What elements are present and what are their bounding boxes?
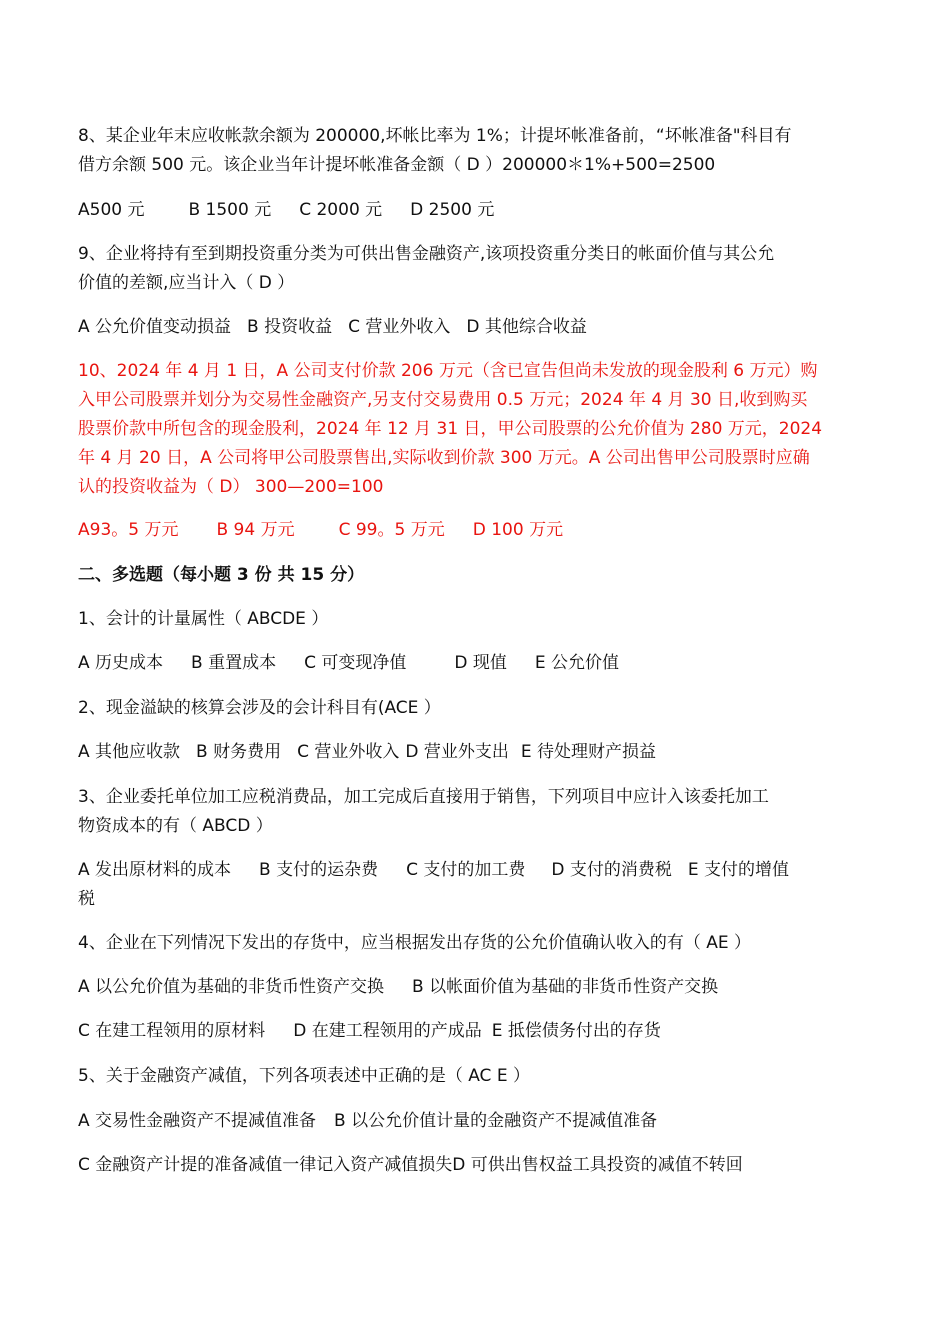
option-b: B 重置成本 bbox=[191, 653, 277, 673]
question-9-line-1: 9、企业将持有至到期投资重分类为可供出售金融资产,该项投资重分类日的帐面价值与其公允 bbox=[78, 244, 775, 264]
multi-question-3-line-1: 3、企业委托单位加工应税消费品，加工完成后直接用于销售，下列项目中应计入该委托加工 bbox=[78, 787, 769, 807]
option-e: E 支付的增值 bbox=[687, 860, 790, 880]
option-a: A 发出原材料的成本 bbox=[78, 860, 232, 880]
option-c: C 2000 元 bbox=[299, 200, 383, 220]
option-e: E 待处理财产损益 bbox=[520, 742, 657, 762]
option-c: C 营业外收入 bbox=[348, 317, 451, 337]
multi-question-3-options bbox=[78, 856, 878, 914]
option-d: D 支付的消费税 bbox=[551, 860, 672, 880]
multi-question-3-line-2: 物资成本的有（ ABCD ） bbox=[78, 816, 273, 836]
option-b: B 支付的运杂费 bbox=[259, 860, 379, 880]
option-a: A93。5 万元 bbox=[78, 520, 179, 540]
multi-question-3 bbox=[78, 783, 878, 841]
option-d: D 其他综合收益 bbox=[466, 317, 587, 337]
option-e-continued: 税 bbox=[78, 889, 95, 909]
multi-question-1: 1、会计的计量属性（ ABCDE ） bbox=[78, 609, 329, 629]
question-9-options bbox=[78, 313, 878, 342]
section-2-title: 二、多选题（每小题 3 份 共 15 分） bbox=[78, 565, 365, 585]
option-b: B 以公允价值计量的金融资产不提减值准备 bbox=[334, 1111, 658, 1131]
question-10-line-1: 10、2024 年 4 月 1 日，A 公司支付价款 206 万元（含已宣告但尚未发放的现金股利 6 万元）购 bbox=[78, 361, 818, 381]
option-a: A500 元 bbox=[78, 200, 145, 220]
multi-question-4-options-line-1 bbox=[78, 973, 878, 1002]
option-a: A 其他应收款 bbox=[78, 742, 181, 762]
question-8-line-2: 借方余额 500 元。该企业当年计提坏帐准备金额（ D ）200000＊1%+500=2500 bbox=[78, 155, 716, 175]
multi-question-5-options-line-1 bbox=[78, 1107, 878, 1136]
question-10-line-3: 股票价款中所包含的现金股利，2024 年 12 月 31 日，甲公司股票的公允价值为 280 万元，2024 bbox=[78, 419, 823, 439]
multi-question-2-options bbox=[78, 738, 878, 767]
option-e: E 公允价值 bbox=[534, 653, 620, 673]
option-c: C 金融资产计提的准备减值一律记入资产减值损失 bbox=[78, 1155, 453, 1175]
multi-question-2: 2、现金溢缺的核算会涉及的会计科目有(ACE ） bbox=[78, 698, 441, 718]
option-c: C 99。5 万元 bbox=[338, 520, 445, 540]
question-9 bbox=[78, 240, 878, 298]
option-d: D 可供出售权益工具投资的减值不转回 bbox=[452, 1155, 743, 1175]
question-8-line-1: 8、某企业年末应收帐款余额为 200000,坏帐比率为 1%；计提坏帐准备前，“坏帐准备"科目有 bbox=[78, 126, 792, 146]
option-a: A 交易性金融资产不提减值准备 bbox=[78, 1111, 317, 1131]
option-a: A 以公允价值为基础的非货币性资产交换 bbox=[78, 977, 385, 997]
option-b: B 财务费用 bbox=[196, 742, 282, 762]
multi-question-1-options bbox=[78, 649, 878, 678]
question-8-options bbox=[78, 196, 878, 225]
option-c: C 在建工程领用的原材料 bbox=[78, 1021, 266, 1041]
option-a: A 公允价值变动损益 bbox=[78, 317, 232, 337]
option-b: B 1500 元 bbox=[188, 200, 272, 220]
option-e: E 抵偿债务付出的存货 bbox=[491, 1021, 661, 1041]
option-d: D 在建工程领用的产成品 bbox=[293, 1021, 482, 1041]
question-8 bbox=[78, 122, 878, 180]
option-d: D 现值 bbox=[454, 653, 507, 673]
option-b: B 以帐面价值为基础的非货币性资产交换 bbox=[412, 977, 719, 997]
question-10-line-5: 认的投资收益为（ D） 300—200=100 bbox=[78, 477, 384, 497]
option-b: B 94 万元 bbox=[216, 520, 295, 540]
option-d: D 2500 元 bbox=[410, 200, 495, 220]
multi-question-4-options-line-2 bbox=[78, 1017, 878, 1046]
question-10-line-4: 年 4 月 20 日，A 公司将甲公司股票售出,实际收到价款 300 万元。A 公司出售甲公司股票时应确 bbox=[78, 448, 810, 468]
question-10-line-2: 入甲公司股票并划分为交易性金融资产,另支付交易费用 0.5 万元；2024 年 4 月 30 日,收到购买 bbox=[78, 390, 808, 410]
option-c: C 营业外收入 bbox=[297, 742, 400, 762]
option-d: D 营业外支出 bbox=[405, 742, 509, 762]
multi-question-4: 4、企业在下列情况下发出的存货中，应当根据发出存货的公允价值确认收入的有（ AE ） bbox=[78, 933, 751, 953]
question-9-line-2: 价值的差额,应当计入（ D ） bbox=[78, 273, 295, 293]
question-10-options bbox=[78, 516, 878, 545]
multi-question-5-options-line-2 bbox=[78, 1151, 878, 1180]
option-b: B 投资收益 bbox=[247, 317, 333, 337]
option-c: C 可变现净值 bbox=[304, 653, 407, 673]
question-10 bbox=[78, 357, 878, 502]
option-d: D 100 万元 bbox=[472, 520, 564, 540]
option-c: C 支付的加工费 bbox=[406, 860, 526, 880]
option-a: A 历史成本 bbox=[78, 653, 164, 673]
multi-question-5: 5、关于金融资产减值，下列各项表述中正确的是（ AC E ） bbox=[78, 1066, 530, 1086]
